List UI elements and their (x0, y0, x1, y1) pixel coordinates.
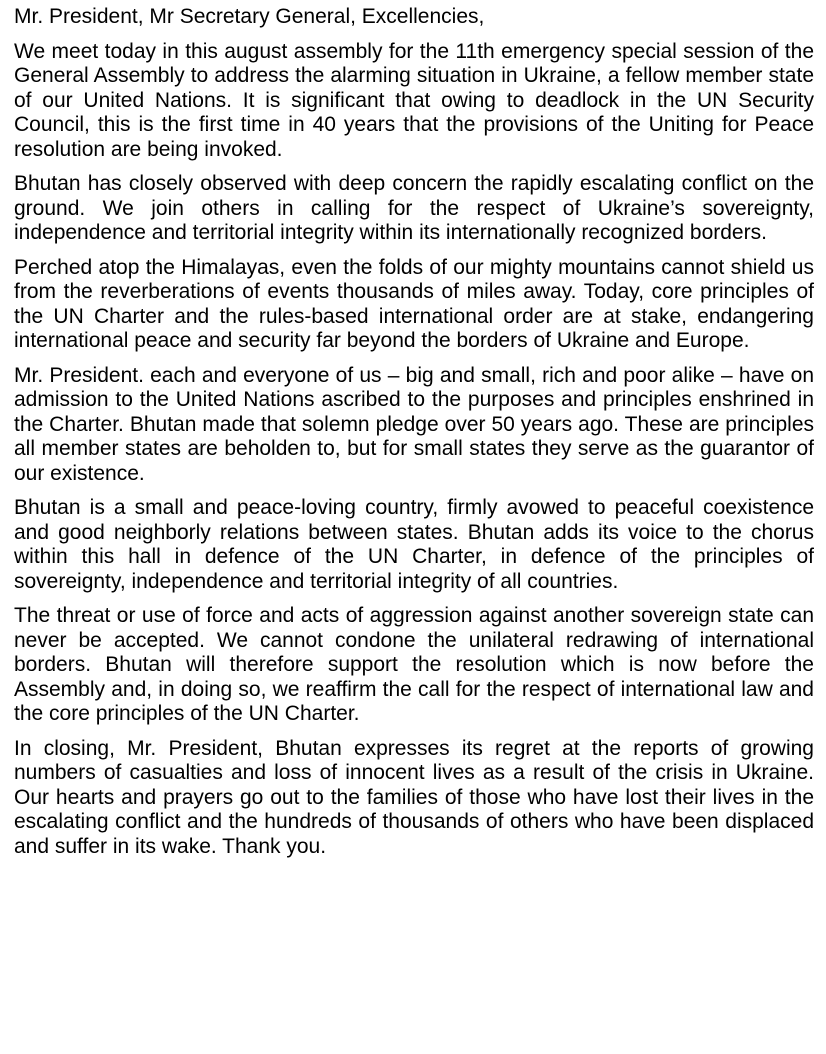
paragraph-session-intro: We meet today in this august assembly for the 11th emergency special session of the General Assembly to address the alarming situation in Ukraine, a fellow member state of our United Nations. It is significant that owing to deadlock in the UN Security Council, this is the first time in 40 years that the provisions of the Uniting for Peace resolution are being invoked. (14, 39, 814, 161)
paragraph-himalayas: Perched atop the Himalayas, even the folds of our mighty mountains cannot shield us from the reverberations of events thousands of miles away. Today, core principles of the UN Charter and the rules-based international order are at stake, endangering international peace and security far beyond the borders of Ukraine and Europe. (14, 255, 814, 352)
paragraph-concern: Bhutan has closely observed with deep concern the rapidly escalating conflict on the ground. We join others in calling for the respect of Ukraine’s sovereignty, independence and territorial integrity within its internationally recognized borders. (14, 172, 814, 244)
paragraph-peace-loving: Bhutan is a small and peace-loving country, firmly avowed to peaceful coexistence and good neighborly relations between states. Bhutan adds its voice to the chorus within this hall in defence of the UN Charter, in defence of the principles of sovereignty, independence and territorial integrity of all countries. (14, 496, 814, 593)
salutation: Mr. President, Mr Secretary General, Excellencies, (14, 5, 485, 28)
paragraph-charter-pledge: Mr. President. each and everyone of us – big and small, rich and poor alike – have on admission to the United Nations ascribed to the purposes and principles enshrined in the Charter. Bhutan made that solemn pledge over 50 years ago. These are principles all member states are beholden to, but for small states they serve as the guarantor of our existence. (14, 363, 814, 485)
paragraph-threat-of-force: The threat or use of force and acts of aggression against another sovereign state can never be accepted. We cannot condone the unilateral redrawing of international borders. Bhutan will therefore support the resolution which is now before the Assembly and, in doing so, we reaffirm the call for the respect of international law and the core principles of the UN Charter. (14, 604, 814, 725)
paragraph-closing: In closing, Mr. President, Bhutan expresses its regret at the reports of growing numbers of casualties and loss of innocent lives as a result of the crisis in Ukraine. Our hearts and prayers go out to the families of those who have lost their lives in the escalating conflict and the hundreds of thousands of others who have been displaced and suffer in its wake. Thank you. (14, 736, 814, 858)
